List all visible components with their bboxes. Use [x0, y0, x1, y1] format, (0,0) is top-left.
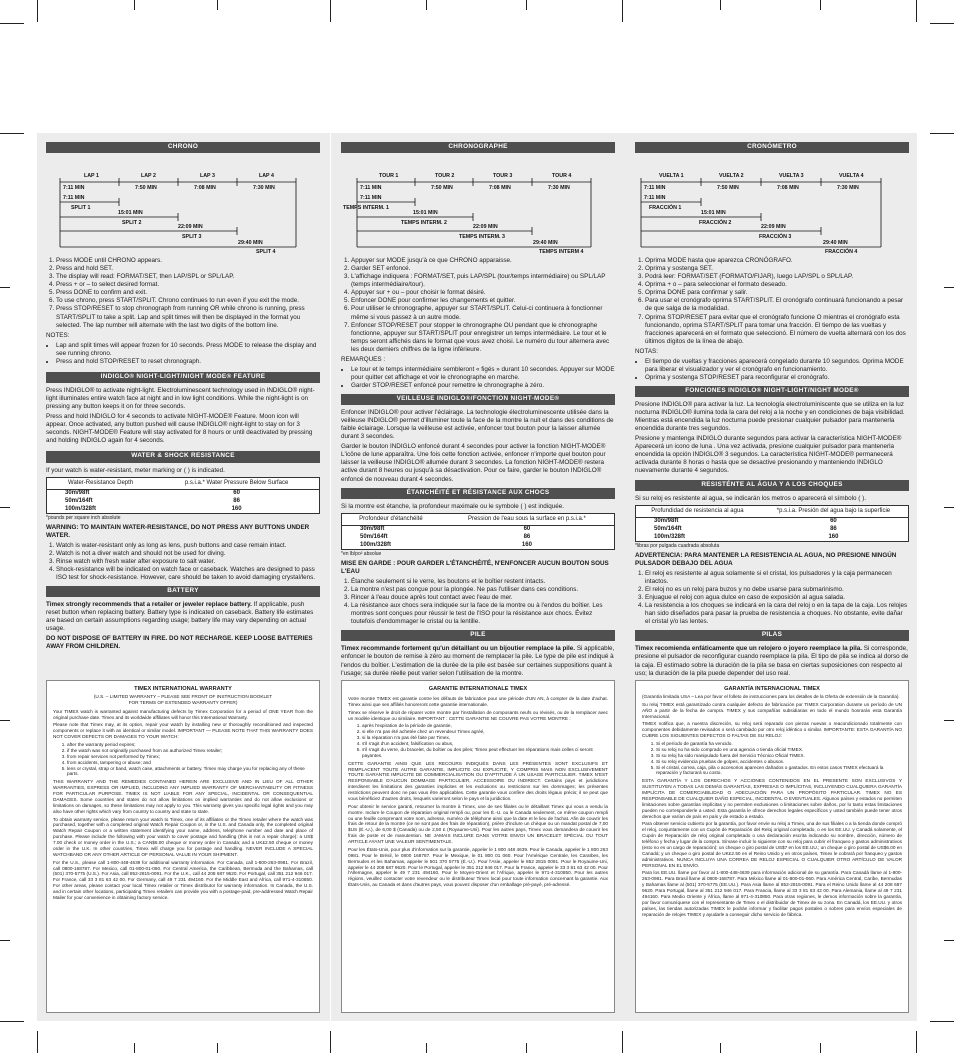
- lap-2-time: 7:50 MIN: [717, 185, 739, 192]
- split-3-label: SPLIT 3: [182, 234, 202, 241]
- warranty-title: GARANTÍA INTERNACIONAL TIMEX: [724, 686, 820, 692]
- water-heading: RESISTÉNTE AL ÁGUA Y A LOS CHOQUES: [635, 480, 909, 491]
- chrono-notes: • El tiempo de vueltas y fracciones aparecerá congelado durante 10 segundos. Oprima MODE para liberar el visualizador y ver el cronógrafo en funcionamiento. • Oprima y sostenga STOP/RESET para reconfigurar el cronógrafo.: [635, 358, 909, 382]
- chrono-heading: CHRONOGRAPHE: [341, 142, 615, 153]
- battery-lead: Timex strongly recommends that a retailer or jeweler replace battery.: [46, 601, 252, 609]
- split-1-label: TEMPS INTERM. 1: [343, 205, 389, 212]
- table-row: 30m/98ft 60: [654, 518, 837, 525]
- water-heading: WATER & SHOCK RESISTANCE: [46, 451, 320, 462]
- split-2-time: 15:01 MIN: [118, 210, 143, 217]
- indiglo-text: Press INDIGLO® to activate night-light. Electroluminescent technology used in INDIGLO® night-light illuminates entire watch face at night and in low light conditions. While the night-light is on pressing any button keeps it on for three seconds.: [46, 386, 315, 411]
- split-4-time: 29:40 MIN: [823, 240, 848, 247]
- battery-text: Si corresponde, presione el pulsador de reconfigurar cuando reemplace la pila. El tipo de pila se indica al dorso de la caja. El estimado sobre la duración de la pila se basa en ciertas suposiciones con respecto al uso; la duración de la pila puede depender del uso real.: [635, 645, 909, 677]
- split-1-time: 7:11 MIN: [360, 195, 382, 202]
- indiglo-heading: FONCIONES INDIGLO® NIGHT-LIGHT/NIGHT MODE®: [635, 386, 909, 397]
- split-4-time: 29:40 MIN: [533, 240, 558, 247]
- split-3-time: 22:09 MIN: [178, 224, 203, 231]
- lap-2-time: 7:50 MIN: [431, 185, 453, 192]
- water-list: 1. Watch is water-resistant only as long as lens, push buttons and case remain intact. 2. Watch is not a diver watch and should not be used for diving. 3. Rinse watch with fresh water after exposure to salt water. 4. Shock-resistance will be indicated on watch face or caseback. Watches are designed to pass ISO test for shock-resistance. However, care should be taken to avoid damaging crystal/lens.: [46, 542, 320, 582]
- split-2-label: TEMPS INTERM. 2: [401, 220, 447, 227]
- split-3-time: 22:09 MIN: [761, 224, 786, 231]
- table-row: 100m/328ft 160: [360, 541, 532, 548]
- water-warning: MISE EN GARDE : POUR GARDER L'ÉTANCHÉITÉ, N'ENFONCER AUCUN BOUTON SOUS L'EAU: [341, 559, 609, 575]
- table-row: 50m/164ft 86: [360, 534, 531, 541]
- split-3-label: TEMPS INTERM. 3: [459, 234, 505, 241]
- split-4-time: 29:40 MIN: [238, 240, 263, 247]
- lap-3-time: 7:08 MIN: [194, 185, 216, 192]
- lap-4-time: 7:30 MIN: [548, 185, 570, 192]
- split-3-label: FRACCIÓN 3: [759, 234, 792, 241]
- split-1-label: SPLIT 1: [71, 205, 91, 212]
- chrono-heading: CRONÓMETRO: [635, 142, 909, 153]
- lap-2-label: LAP 2: [141, 173, 156, 180]
- lap-1-label: VUELTA 1: [659, 173, 684, 180]
- split-2-time: 15:01 MIN: [701, 210, 726, 217]
- night-mode-text: Garder le bouton INDIGLO enfoncé durant 4 secondes pour activer la fonction NIGHT-MODE® L'icône de lune apparaîtra. Une fois cette fonction activée, enfoncer n'importe quel bouton pour laisser la veilleuse INDIGLO® allumée durant 3 secondes. La fonction NIGHT-MODE® restera active durant 8 heures ou jusqu'à sa désactivation. Pour ce faire, garder le bouton INDIGLO® enfoncé de nouveau durant 4 secondes.: [341, 443, 606, 483]
- french-column: [341, 142, 615, 698]
- lap-1-time: 7:11 MIN: [63, 185, 85, 192]
- water-heading: ÉTANCHÉITÉ ET RÉSISTANCE AUX CHOCS: [341, 488, 615, 499]
- chrono-steps: 1. Oprima MODE hasta que aparezca CRONÓGRAFO. 2. Oprima y sostenga SET. 3. Podrá leer: FORMAT/SET (FORMATO/FIJAR), luego LAP/SPL o SPL/LAP. 4. Oprima + o – para seleccionar el formato deseado. 5. Oprima DONE para confirmar y salir. 6. Para usar el cronógrafo oprima START/SPLIT. El cronógrafo continuará funcionando a pesar de que salga de la modalidad. 7. Oprima STOP/RESET para evitar que el cronógrafo funcione O mientras el cronógrafo esta funcionando, oprima START/SPLIT para tomar una fracción. El tiempo de las vueltas y fracciones aparecerá en el formato que seleccionó. El número de vuelta alternará con los dos últimos dígitos de la línea de abajo.: [635, 257, 909, 346]
- water-intro: If your watch is water-resistant, meter marking or ( ) is indicated.: [46, 466, 225, 474]
- lap-4-time: 7:30 MIN: [253, 185, 275, 192]
- lap-4-label: VUELTA 4: [839, 173, 864, 180]
- chrono-notes: • Le tour et le temps intermédiaire sembleront « figés » durant 10 secondes. Appuyer sur MODE pour quitter cet affichage et voir le chronographe en marche. • Garder STOP/RESET enfoncé pour remettre le chronographe à zéro.: [341, 366, 615, 390]
- split-2-label: SPLIT 2: [122, 220, 142, 227]
- warranty-exclusions: 1. after the warranty period expires; 2. if the watch was not originally purchased from an authorized Timex retailer; 3. from repair services not performed by Timex; 4. from accidents, tampering or abuse; and 5. lens or crystal, strap or band, watch case, attachments or battery. Timex may charge you for replacing any of these parts.: [53, 742, 313, 777]
- split-2-time: 15:01 MIN: [413, 210, 438, 217]
- table-row: 50m/164ft 86: [65, 497, 240, 504]
- lap-4-time: 7:30 MIN: [837, 185, 859, 192]
- chrono-lap-diagram: [46, 157, 320, 256]
- indiglo-text: Presione INDIGLO® para activar la luz. La tecnología electroluminiscente que se utiliza en la luz nocturna INDIGLO® ilumina toda la cara del reloj a la noche y en condiciones de baja visibilidad. Mientras está encendida la luz nocturna puede presionar cualquier pulsador para mantenerla encendida durante tres segundos.: [635, 401, 905, 433]
- water-table: Water-Resistance Depth p.s.i.a.* Water Pressure Below Surface 30m/98ft 60 50m/164ft 86 100m/328ft 160: [46, 477, 320, 515]
- lap-1-time: 7:11 MIN: [360, 185, 382, 192]
- table-row: 50m/164ft 86: [654, 526, 837, 533]
- water-table: Profondeur d'étanchéité Pression de l'eau sous la surface en p.s.i.a.* 30m/98ft 60 50m/164ft 86 100m/328ft 160: [341, 513, 615, 551]
- notes-title: REMARQUES :: [341, 355, 386, 363]
- psi-note: *libras por pulgada cuadrada absoluta: [635, 543, 720, 550]
- split-4-label: FRACCIÓN 4: [825, 249, 858, 256]
- warranty-title: TIMEX INTERNATIONAL WARRANTY: [134, 686, 232, 692]
- water-list: 1. El reloj es resistente al agua solamente si el cristal, los pulsadores y la caja permanecen intactos. 2. El reloj no es un reloj para buzos y no debe usarse para submarinismo. 3. Enjuague el reloj con agua dulce en caso de exposición al agua salada. 4. La resistencia a los choques se indicará en la cara del reloj o en la tapa de la caja. Los relojes han sido diseñados para pasar la prueba de resistencia a choques. No obstante, evite dañar el cristal y/o las lentes.: [635, 570, 909, 626]
- battery-warning: DO NOT DISPOSE OF BATTERY IN FIRE. DO NOT RECHARGE. KEEP LOOSE BATTERIES AWAY FROM CHILDREN.: [46, 635, 313, 651]
- split-4-label: TEMPS INTERM 4: [539, 249, 584, 256]
- english-column: [46, 142, 320, 653]
- battery-heading: PILAS: [635, 630, 909, 641]
- lap-3-time: 7:08 MIN: [777, 185, 799, 192]
- lap-1-time: 7:11 MIN: [644, 185, 666, 192]
- chrono-notes: • Lap and split times will appear frozen for 10 seconds. Press MODE to release the display and see running chrono. • Press and hold STOP/RESET to reset chronograph.: [46, 342, 320, 366]
- chrono-steps: 1. Press MODE until CHRONO appears. 2. Press and hold SET. 3. The display will read: FORMAT/SET, then LAP/SPL or SPL/LAP. 4. Press + or – to select desired format. 5. Press DONE to confirm and exit. 6. To use chrono, press START/SPLIT. Chrono continues to run even if you exit the mode. 7. Press STOP/RESET to stop chronograph from running OR while chrono is running, press START/SPLIT to take a split. Lap and split times will then be displayed in the format you selected. The lap number will alternate with the last two digits of the bottom line.: [46, 257, 320, 329]
- chrono-steps: 1. Appuyer sur MODE jusqu'à ce que CHRONO apparaisse. 2. Garder SET enfoncé. 3. L'affichage indiquera : FORMAT/SET, puis LAP/SPL (tour/temps intermédiaire) ou SPL/LAP (temps intermédiaire/tour). 4. Appuyer sur + ou – pour choisir le format désiré. 5. Enfoncer DONE pour confirmer les changements et quitter. 6. Pour utiliser le chronographe, appuyer sur START/SPLIT. Celui-ci continuera à fonctionner même si vous passez à un autre mode. 7. Enfoncer STOP/RESET pour stopper le chronographe OU pendant que le chronographe fonctionne, appuyer sur START/SPLIT pour enregistrer un temps intermédiaire. Le tour et le temps seront affichés dans le format que vous avez choisi. Le numéro du tour alternera avec les deux derniers chiffres de la ligne inférieure.: [341, 257, 615, 354]
- water-intro: Si su reloj es resistente al agua, se indicarán los metros o aparecerá el símbolo ( ).: [635, 494, 866, 502]
- warranty-exclusions: 1. après l'expiration de la période de garantie, 2. si elle n'a pas été achetée chez un revendeur Timex agréé, 3. si la réparation n'a pas été faite par Timex, 4. s'il s'agit d'un accident, falsification ou abus, 5. s'il s'agit du verre, du bracelet, du boîtier ou des piles; Timex peut effectuer les réparations mais celles ci seront payantes.: [348, 723, 608, 758]
- split-3-time: 22:09 MIN: [473, 224, 498, 231]
- notes-title: NOTAS:: [635, 347, 658, 355]
- chrono-heading: CHRONO: [46, 142, 320, 153]
- water-list: 1. Étanche seulement si le verre, les boutons et le boîtier restent intacts. 2. La montre n'est pas conçue pour la plongée. Ne pas l'utiliser dans ces conditions. 3. Rincer à l'eau douce après tout contact avec l'eau de mer. 4. La résistance aux chocs sera indiquée sur la face de la montre ou à l'endos du boîtier. Les montres sont conçues pour réussir le test de l'ISO pour la résistance aux chocs. Évitez toutefois d'endommager le cristal ou la lentille.: [341, 578, 615, 626]
- battery-heading: PILE: [341, 630, 615, 641]
- indiglo-heading: VEILLEUSE INDIGLO®/FONCTION NIGHT-MODE®: [341, 394, 615, 405]
- battery-text: If applicable, push reset button when replacing battery. Battery type is indicated on caseback. Battery life estimates are based on certain assumptions regarding usage; battery life may vary depending on actual usage.: [46, 601, 314, 633]
- split-1-time: 7:11 MIN: [644, 195, 666, 202]
- warranty-exclusions: 1. Si el período de garantía ha vencido. 2. Si su reloj no ha sido comprado en una agencia o tienda oficial TIMEX. 3. Si su reloj ha sido manipulado fuera del Servicio Técnico Oficial TIMEX. 4. Si su reloj evidencia pruebas de golpes, accidentes o abusos. 5. Si el cristal, correa, caja, pila o accesorios aparecen dañados o gastados. En estos casos TIMEX efectuará la reparación y facturará su costo.: [642, 741, 902, 776]
- lap-3-label: TOUR 3: [493, 173, 513, 180]
- english-warranty-box: TIMEX INTERNATIONAL WARRANTY (U.S. – LIMITED WARRANTY – PLEASE SEE FRONT OF INSTRUCTION BOOKLET FOR TERMS OF EXTENDED WARRANTY OFFER) Your TIMEX watch is warranted against manufacturing defects by Timex Corporation for a period of ONE YEAR from the original purchase date. Timex and its worldwide affiliates will honor this International Warranty. Please note that Timex may, at its option, repair your watch by installing new or thoroughly reconditioned and inspected components or replace it with an identical or similar model. IMPORTANT — PLEASE NOTE THAT THIS WARRANTY DOES NOT COVER DEFECTS OR DAMAGES TO YOUR WATCH: 1. after the warranty period expires; 2. if the watch was not originally purchased from an authorized Timex retailer; 3. from repair services not performed by Timex; 4. from accidents, tampering or abuse; and 5. lens or crystal, strap or band, watch case, attachments or battery. Timex may charge you for replacing any of these parts. THIS WARRANTY AND THE REMEDIES CONTAINED HEREIN ARE EXCLUSIVE AND IN LIEU OF ALL OTHER WARRANTIES, EXPRESS OR IMPLIED, INCLUDING ANY IMPLIED WARRANTY OF MERCHANTABILITY OR FITNESS FOR PARTICULAR PURPOSE. TIMEX IS NOT LIABLE FOR ANY SPECIAL, INCIDENTAL OR CONSEQUENTIAL DAMAGES. Some countries and states do not allow limitations on implied warranties and do not allow exclusions or limitations on damages, so these limitations may not apply to you. This warranty gives you specific legal rights and you may also have other rights which vary from country to country and state to state. To obtain warranty service, please return your watch to Timex, one of its affiliates or the Timex retailer where the watch was purchased, together with a completed original Watch Repair Coupon or, in the U.S. and Canada only, the completed original Watch Repair Coupon or a written statement identifying your name, address, telephone number and date and place of purchase. Please include the following with your watch to cover postage and handling (this is not a repair charge): a US$ 7.00 check or money order in the U.S.; a CAN$6.00 cheque or money order in Canada; and a UK£2.50 cheque or money order in the U.K. In other countries, Timex will charge you for postage and handling. NEVER INCLUDE A SPECIAL WATCHBAND OR ANY OTHER ARTICLE OF PERSONAL VALUE IN YOUR SHIPMENT. For the U.S., please call 1-800-448-4639 for additional warranty information. For Canada, call 1-800-263-0981. For Brazil, call 0800-168787. For Mexico, call 01-800-01-060. For Central America, the Caribbean, Bermuda and the Bahamas, call (501) 370-5775 (U.S.). For Asia, call 852-2815-0091. For the U.K., call 44 208 687 9620. For Portugal, call 351 212 946 017. For France, call 33 3 81 63 42 00. For Germany, call 49 7 231 494160. For the Middle East and Africa, call 971-4-310850. For other areas, please contact your local Timex retailer or Timex distributor for warranty information. In Canada, the U.S. and in certain other locations, participating Timex retailers can provide you with a postage-paid, pre-addressed Watch Repair Mailer for your convenience in obtaining factory service.: [46, 680, 320, 1013]
- indiglo-text: Enfoncer INDIGLO® pour activer l'éclairage. La technologie électroluminescente utilisée dans la veilleuse INDIGLO® permet d'illuminer toute la face de la montre la nuit et dans des conditions de faible éclairage. Lorsque la veilleuse est activée, enfoncer tout bouton pour la laisser allumée durant 3 secondes.: [341, 409, 614, 441]
- water-intro: Si la montre est étanche, la profondeur maximale ou le symbole ( ) est indiquée.: [341, 502, 564, 510]
- split-1-label: FRACCIÓN 1: [649, 205, 682, 212]
- battery-text: Si applicable, enfoncer le bouton de remise à zéro au moment de remplacer la pile. Le type de pile est indiqué à l'endos du boîtier. L'estimation de la durée de la pile est basée sur certaines suppositions quant à l'usage; sa durée réelle peut varier selon l'utilisation de la montre.: [341, 645, 615, 677]
- indiglo-heading: INDIGLO® NIGHT-LIGHT/NIGHT MODE® FEATURE: [46, 372, 320, 383]
- spanish-column: [635, 142, 909, 698]
- battery-heading: BATTERY: [46, 586, 320, 597]
- table-row: 30m/98ft 60: [360, 526, 531, 533]
- psi-note: *en lb/po² absolue: [341, 551, 382, 558]
- psi-note: *pounds per square inch absolute: [46, 515, 121, 522]
- chrono-lap-diagram: [635, 157, 909, 256]
- chrono-lap-diagram: [341, 157, 615, 256]
- night-mode-text: Presione y mantenga INDIGLO durante segundos para activar la característica NIGHT-MODE® Aparecerá un icono de luna . Una vez activada, presione cualquier pulsador para mantenerla encendida la opción INDIGLO® 3 segundos. La característica NIGHT-MODE® permanecerá activada durante 8 horas o hasta que se desactive presionando y manteniendo INDIGLO nuevamente durante 4 segundos.: [635, 435, 902, 475]
- split-1-time: 7:11 MIN: [63, 195, 85, 202]
- lap-3-label: LAP 3: [200, 173, 215, 180]
- lap-2-label: TOUR 2: [435, 173, 455, 180]
- lap-4-label: LAP 4: [259, 173, 274, 180]
- battery-lead: Timex recomienda enfáticamente que un relojero o joyero reemplace la pila.: [635, 645, 863, 653]
- warranty-subtitle: (U.S. – LIMITED WARRANTY – PLEASE SEE FRONT OF INSTRUCTION BOOKLET FOR TERMS OF EXTENDED WARRANTY OFFER): [93, 693, 273, 705]
- lap-3-time: 7:08 MIN: [489, 185, 511, 192]
- water-warning: WARNING: TO MAINTAIN WATER-RESISTANCE, DO NOT PRESS ANY BUTTONS UNDER WATER.: [46, 523, 310, 539]
- french-warranty-box: GARANTIE INTERNATIONALE TIMEX Votre montre TIMEX est garantie contre les défauts de fabrication pour une période d'UN AN, à compter de la date d'achat. Timex ainsi que ses affiliés honoreront cette garantie internationale. Timex se réserve le droit de réparer votre montre par l'installation de composants neufs ou révisés, ou de la remplacer avec un modèle identique ou similaire. IMPORTANT : CETTE GARANTIE NE COUVRE PAS VOTRE MONTRE : 1. après l'expiration de la période de garantie, 2. si elle n'a pas été achetée chez un revendeur Timex agréé, 3. si la réparation n'a pas été faite par Timex, 4. s'il s'agit d'un accident, falsification ou abus, 5. s'il s'agit du verre, du bracelet, du boîtier ou des piles; Timex peut effectuer les réparations mais celles ci seront payantes. CETTE GARANTIE AINSI QUE LES RECOURS INDIQUÉS DANS LES PRÉSENTES SONT EXCLUSIFS ET REMPLACENT TOUTE AUTRE GARANTIE, IMPLICITE OU EXPLICITE, Y COMPRIS MAIS NON EXCLUSIVEMENT TOUTE GARANTIE IMPLICITE DE COMMERCIALISATION OU D'APTITUDE À UN USAGE PARTICULIER. TIMEX N'EST RESPONSABLE D'AUCUN DOMMAGE PARTICULIER, ACCESSOIRE OU INDIRECT. Certains pays et juridictions interdisent les limitations des garanties implicites et les exclusions ou restrictions sur les dommages; les présentes restrictions peuvent donc ne pas vous être applicables. Cette garantie vous confère des droits légaux précis; il se peut que vous bénéficiez d'autres droits, lesquels varieront selon le pays et la juridiction. Pour obtenir le service garanti, retourner la montre à Timex, une de ses filiales ou le détaillant Timex qui vous a vendu la montre. Inclure le Coupon de réparation original rempli ou, pour les É.-U. ou le Canada seulement, ce même coupon rempli ou une feuille comprenant votre nom, adresse, numéro de téléphone ainsi que la date et le lieu de l'achat. Afin de couvrir les frais de retour de la montre (ce ne sont pas des frais de réparation), prière d'inclure un chèque ou un mandat postal de 7,00 $US (É.-U.), de 6,00 $ (Canada) ou de 2,50 £ (Royaume-Uni). Pour les autres pays, Timex vous demandera de couvrir les frais de poste et de manutention. NE JAMAIS INCLURE DANS VOTRE ENVOI UN BRACELET SPÉCIAL OU TOUT ARTICLE AYANT UNE VALEUR SENTIMENTALE. Pour les États-Unis, pour plus d'information sur la garantie, appeler le 1 800 448 4639. Pour le Canada, appeler le 1 800 263 0981. Pour le Brésil, le 0800 168787. Pour le Mexique, le 01 800 01 060. Pour l'Amérique Centrale, les Caraïbes, les Bermudes et les Bahamas, appeler le 501 370 5775 (É.-U.). Pour l'Asie, appeler le 852 2815 0091. Pour le Royaume-Uni, appeler le 44 208 687 9620. Pour le Portugal, appeler le 351 212 946 017. Pour la France, appeler le 33 3 81 63 42 00. Pour l'Allemagne, appeler le 49 7 231 494160. Pour le Moyen-Orient et l'Afrique, appeler le 971-4-310850. Pour les autres régions, veuillez contacter votre revendeur ou le distributeur Timex local pour toute information concernant la garantie. Aux États-Unis, au Canada et dans d'autres pays, vous pouvez disposer d'un emballage pré-payé, pré-adressé.: [341, 680, 615, 1013]
- table-row: 30m/98ft 60: [65, 490, 240, 497]
- lap-1-label: LAP 1: [84, 173, 99, 180]
- lap-2-label: VUELTA 2: [719, 173, 744, 180]
- notes-title: NOTES:: [46, 331, 70, 339]
- table-row: 100m/328ft 160: [65, 505, 242, 512]
- lap-4-label: TOUR 4: [552, 173, 572, 180]
- water-table: Profundidad de resistencia al agua *p.s.i.a. Presión del agua bajo la superficie 30m/98ft 60 50m/164ft 86 100m/328ft 160: [635, 505, 909, 543]
- lap-1-label: TOUR 1: [379, 173, 399, 180]
- table-row: 100m/328ft 160: [654, 533, 839, 540]
- water-warning: ADVERTENCIA: PARA MANTENER LA RESISTENCIA AL AGUA, NO PRESIONE NINGÚN PULSADOR DEBAJO DEL AGUA: [635, 551, 897, 567]
- lap-2-time: 7:50 MIN: [135, 185, 157, 192]
- spanish-warranty-box: GARANTÍA INTERNACIONAL TIMEX (Garantía limitada USA – Lea por favor el folleto de instrucciones para los detalles de la Oferta de extensión de la Garantía). Su reloj TIMEX está garantizado contra cualquier defecto de fabricación por TIMEX Corporation durante un período de UN AÑO a partir de la fecha de compra. TIMEX y sus compañías subsidiarias en todo el mundo honrarán esta Garantía Internacional. TIMEX notifica que, a nuestra discreción, su reloj será reparado con piezas nuevas o reacondicionado totalmente con componentes debidamente revisados o será cambiado por otro reloj idéntico o similar. IMPORTANTE: ESTA GARANTÍA NO CUBRE LOS SIGUIENTES DEFECTOS O FALTAS DE SU RELOJ: 1. Si el período de garantía ha vencido. 2. Si su reloj no ha sido comprado en una agencia o tienda oficial TIMEX. 3. Si su reloj ha sido manipulado fuera del Servicio Técnico Oficial TIMEX. 4. Si su reloj evidencia pruebas de golpes, accidentes o abusos. 5. Si el cristal, correa, caja, pila o accesorios aparecen dañados o gastados. En estos casos TIMEX efectuará la reparación y facturará su costo. ESTA GARANTÍA Y LOS DERECHOS Y ACCIONES CONTENIDOS EN EL PRESENTE SON EXCLUSIVOS Y SUSTITUYEN A TODAS LAS DEMÁS GARANTÍAS, EXPRESAS O IMPLÍCITAS, INCLUYENDO CUALQUIERA GARANTÍA IMPLÍCITA DE COMERCIABILIDAD O ADECUACIÓN PARA UN PROPÓSITO PARTICULAR. TIMEX NO ES RESPONSABLE DE CUALQUIER DAÑO ESPECIAL, INCIDENTAL O EVENTUALES. Algunos países y estados no permiten limitaciones sobre garantías implícitas y no permiten exclusiones o limitaciones sobre daños, por lo tanto estas limitaciones pueden no corresponderle a usted. Esta garantía le ofrece derechos legales específicos y usted también puede tener otros derechos que varían de país en país y de estado a estado. Para obtener servicio cubierto por la garantía, por favor envíe su reloj a Timex, una de sus filiales o a la tienda donde compró el reloj, conjuntamente con un Cupón de Reparación del Reloj original completado, o en los EE.UU. y Canadá solamente, el Cupón de Reparación de reloj original completado o una declaración escrita indicando su nombre, dirección, número de teléfono y fecha y lugar de la compra. Sírvase incluir lo siguiente con su reloj para cubrir el franqueo y gastos administrativos (esto no es un cargo de reparación): un cheque o giro postal de US$7 en los EE.UU.; un cheque o giro postal de US$6.00 en Canadá; y un cheque o giro postal de UK£2.50 en el Reino Unido y en otros países, Timex le cobrará por franqueo y gastos administrativos. NUNCA INCLUYA UNA CORREA DE RELOJ ESPECIAL O CUALQUIER OTRO ARTÍCULO DE VALOR PERSONAL EN EL ENVÍO. Para los EE.UU. llame por favor al 1-800-448-4639 para información adicional de su garantía. Para Canadá llame al 1-800-263-0981. Para Brasil llame al 0800-168787. Para México llame al 01-800-01-060. Para América Central, Caribe, Bermudas y Bahamas llame al (501) 370-5775 (EE.UU.). Para Asia llame al 852-2815-0091. Para el Reino Unido llame al 44 208 687 9620. Para Portugal, llame al 351 212 946 017. Para Francia, llame al 33 3 81 63 42 00. Para Alemania, llame al 49 7 231 494160. Para Medio Oriente y África, llame al 971-4-310850. Para otras regiones, le demos información sobre la garantía, por favor comuníquese con el representante de Timex o el distribuidor de Timex de su zona. En Canadá, los EE.UU. y otros países, las tiendas autorizadas TIMEX le podrán informar y facilitar pagos postales o sobres para envíos especiales de reparación de relojes TIMEX y ayudarle a conseguir dicho servicio de fábrica.: [635, 680, 909, 1013]
- night-mode-text: Press and hold INDIGLO for 4 seconds to activate NIGHT-MODE® Feature. Moon icon will appear. Once activated, any button pushed will cause INDIGLO® night-light to stay on for 3 seconds. NIGHT-MODE® Feature will stay activated for 8 hours or until deactivated by pressing and holding INDIGLO again for 4 seconds.: [46, 413, 313, 445]
- warranty-title: GARANTIE INTERNATIONALE TIMEX: [428, 686, 528, 692]
- split-2-label: FRACCIÓN 2: [699, 220, 732, 227]
- battery-lead: Timex recommande fortement qu'un détaillant ou un bijoutier remplace la pile.: [341, 645, 576, 653]
- lap-3-label: VUELTA 3: [779, 173, 804, 180]
- split-4-label: SPLIT 4: [256, 249, 276, 256]
